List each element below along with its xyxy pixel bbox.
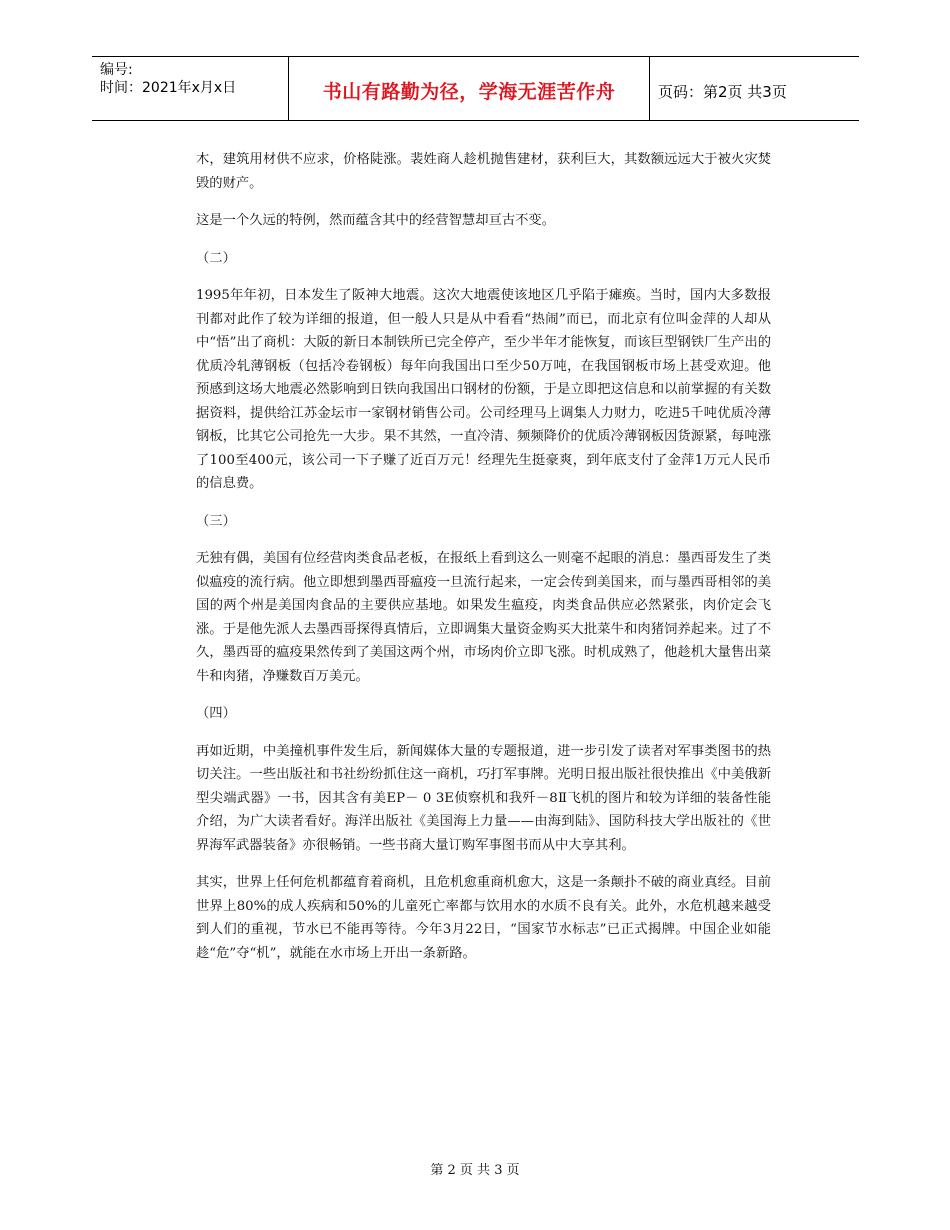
document-time-label: 时间：2021年x月x日 — [100, 80, 237, 96]
page-header — [92, 56, 859, 121]
header-divider — [649, 57, 650, 121]
body-paragraph: 无独有偶，美国有位经营肉类食品老板，在报纸上看到这么一则毫不起眼的消息：墨西哥发生了类似瘟疫的流行病。他立即想到墨西哥瘟疫一旦流行起来，一定会传到美国来，而与墨西哥相邻的美国的两个州是美国肉食品的主要供应基地。如果发生瘟疫，肉类食品供应必然紧张，肉价定会飞涨。于是他先派人去墨西哥探得真情后，立即调集大量资金购买大批菜牛和肉猪饲养起来。过了不久，墨西哥的瘟疫果然传到了美国这两个州，市场肉价立即飞涨。时机成熟了，他趁机大量售出菜牛和肉猪，净赚数百万美元。 — [196, 551, 771, 684]
header-meta — [100, 61, 236, 97]
body-paragraph: 其实，世界上任何危机都蕴育着商机，且危机愈重商机愈大，这是一条颠扑不破的商业真经。目前世界上80%的成人疾病和50%的儿童死亡率都与饮用水的水质不良有关。此外，水危机越来越受到人们的重视，节水已不能再等待。今年3月22日，“国家节水标志”已正式揭牌。中国企业如能趁“危”夺“机”，就能在水市场上开出一条新路。 — [196, 875, 771, 961]
header-motto: 书山有路勤为径，学海无涯苦作舟 — [322, 81, 616, 103]
document-body — [196, 148, 771, 979]
section-heading: （三） — [196, 513, 236, 529]
body-paragraph: 木，建筑用材供不应求，价格陡涨。裴姓商人趁机抛售建材，获利巨大，其数额远远大于被火灾焚毁的财产。 — [196, 152, 771, 191]
body-paragraph: 1995年年初，日本发生了阪神大地震。这次大地震使该地区几乎陷于瘫痪。当时，国内大多数报刊都对此作了较为详细的报道，但一般人只是从中看看“热闹”而已，而北京有位叫金萍的人却从中“悟”出了商机：大阪的新日本制铁所已完全停产，至少半年才能恢复，而该巨型钢铁厂生产出的优质冷轧薄钢板（包括冷卷钢板）每年向我国出口至少50万吨，在我国钢板市场上甚受欢迎。他预感到这场大地震必然影响到日铁向我国出口钢材的份额，于是立即把这信息和以前掌握的有关数据资料，提供给江苏金坛市一家钢材销售公司。公司经理马上调集人力财力，吃进5千吨优质冷薄钢板，比其它公司抢先一大步。果不其然，一直冷清、频频降价的优质冷薄钢板因货源紧，每吨涨了100至400元，该公司一下子赚了近百万元！经理先生挺豪爽，到年底支付了金萍1万元人民币的信息费。 — [196, 288, 771, 491]
section-heading: （二） — [196, 250, 236, 266]
document-number-label: 编号: — [100, 62, 133, 78]
page-footer: 第 2 页 共 3 页 — [430, 1163, 520, 1178]
header-page-number: 页码：第2页 共3页 — [658, 83, 787, 101]
body-paragraph: 这是一个久远的特例，然而蕴含其中的经营智慧却亘古不变。 — [196, 213, 556, 228]
section-heading: （四） — [196, 706, 236, 721]
body-paragraph: 再如近期，中美撞机事件发生后，新闻媒体大量的专题报道，进一步引发了读者对军事类图书的热切关注。一些出版社和书社纷纷抓住这一商机，巧打军事牌。光明日报出版社很快推出《中美俄新型尖端武器》一书，因其含有美EP－ 0 3E侦察机和我歼－8Ⅱ飞机的图片和较为详细的装备性能介绍，为广大读者看好。海洋出版社《美国海上力量——由海到陆》、国防科技大学出版社的《世界海军武器装备》亦很畅销。一些书商大量订购军事图书而从中大享其利。 — [196, 743, 771, 853]
